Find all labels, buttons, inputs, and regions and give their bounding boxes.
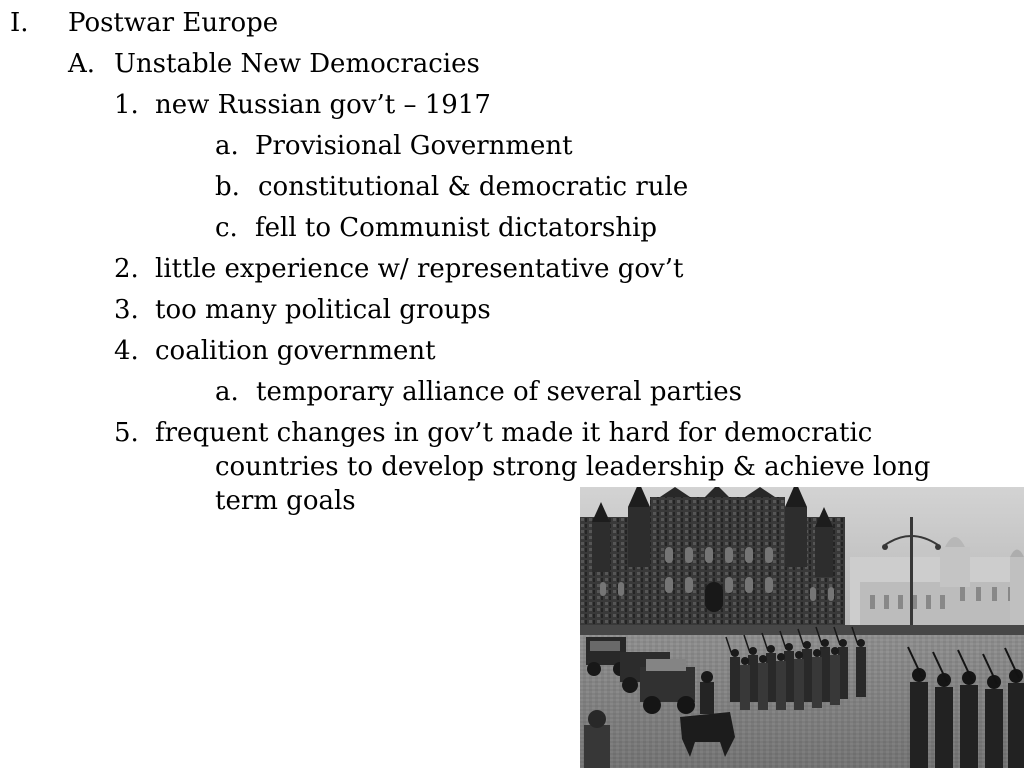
- list-item: [114, 416, 872, 450]
- section-title: Postwar Europe: [68, 8, 279, 38]
- sub-list-item: [215, 375, 742, 409]
- list-item: [114, 293, 491, 327]
- list-item-text: new Russian gov’t – 1917: [155, 90, 491, 120]
- list-item-continuation: countries to develop strong leadership & achieve long: [215, 452, 931, 482]
- list-item-marker: 4.: [114, 336, 139, 366]
- list-item-marker: 1.: [114, 90, 139, 120]
- sub-list-item-marker: b.: [215, 172, 240, 202]
- list-item-text: too many political groups: [155, 295, 491, 325]
- list-item-marker: 2.: [114, 254, 139, 284]
- list-item-continuation: term goals: [215, 486, 356, 516]
- sub-list-item-text: temporary alliance of several parties: [256, 377, 742, 407]
- sub-list-item: [215, 211, 657, 245]
- list-item-marker: 5.: [114, 418, 139, 448]
- list-item: [114, 252, 683, 286]
- subsection-heading: [68, 47, 480, 81]
- sub-list-item: [215, 129, 573, 163]
- section-number: I.: [10, 8, 29, 38]
- subsection-letter: A.: [68, 49, 96, 79]
- list-item: [114, 334, 436, 368]
- sub-list-item: [215, 170, 688, 204]
- section-heading: [10, 6, 278, 40]
- sub-list-item-text: fell to Communist dictatorship: [255, 213, 658, 243]
- list-item-text: frequent changes in gov’t made it hard for democratic: [155, 418, 873, 448]
- list-item-marker: 3.: [114, 295, 139, 325]
- sub-list-item-text: Provisional Government: [255, 131, 573, 161]
- sub-list-item-text: constitutional & democratic rule: [258, 172, 689, 202]
- list-item-text: coalition government: [155, 336, 436, 366]
- list-item-text: little experience w/ representative gov’t: [155, 254, 684, 284]
- sub-list-item-marker: a.: [215, 377, 239, 407]
- list-item: [114, 88, 491, 122]
- sub-list-item-marker: a.: [215, 131, 239, 161]
- historical-photo-soldiers-marching-red-square-icon: [580, 487, 1024, 768]
- historical-photo: [580, 487, 1024, 768]
- sub-list-item-marker: c.: [215, 213, 238, 243]
- subsection-title: Unstable New Democracies: [114, 49, 480, 79]
